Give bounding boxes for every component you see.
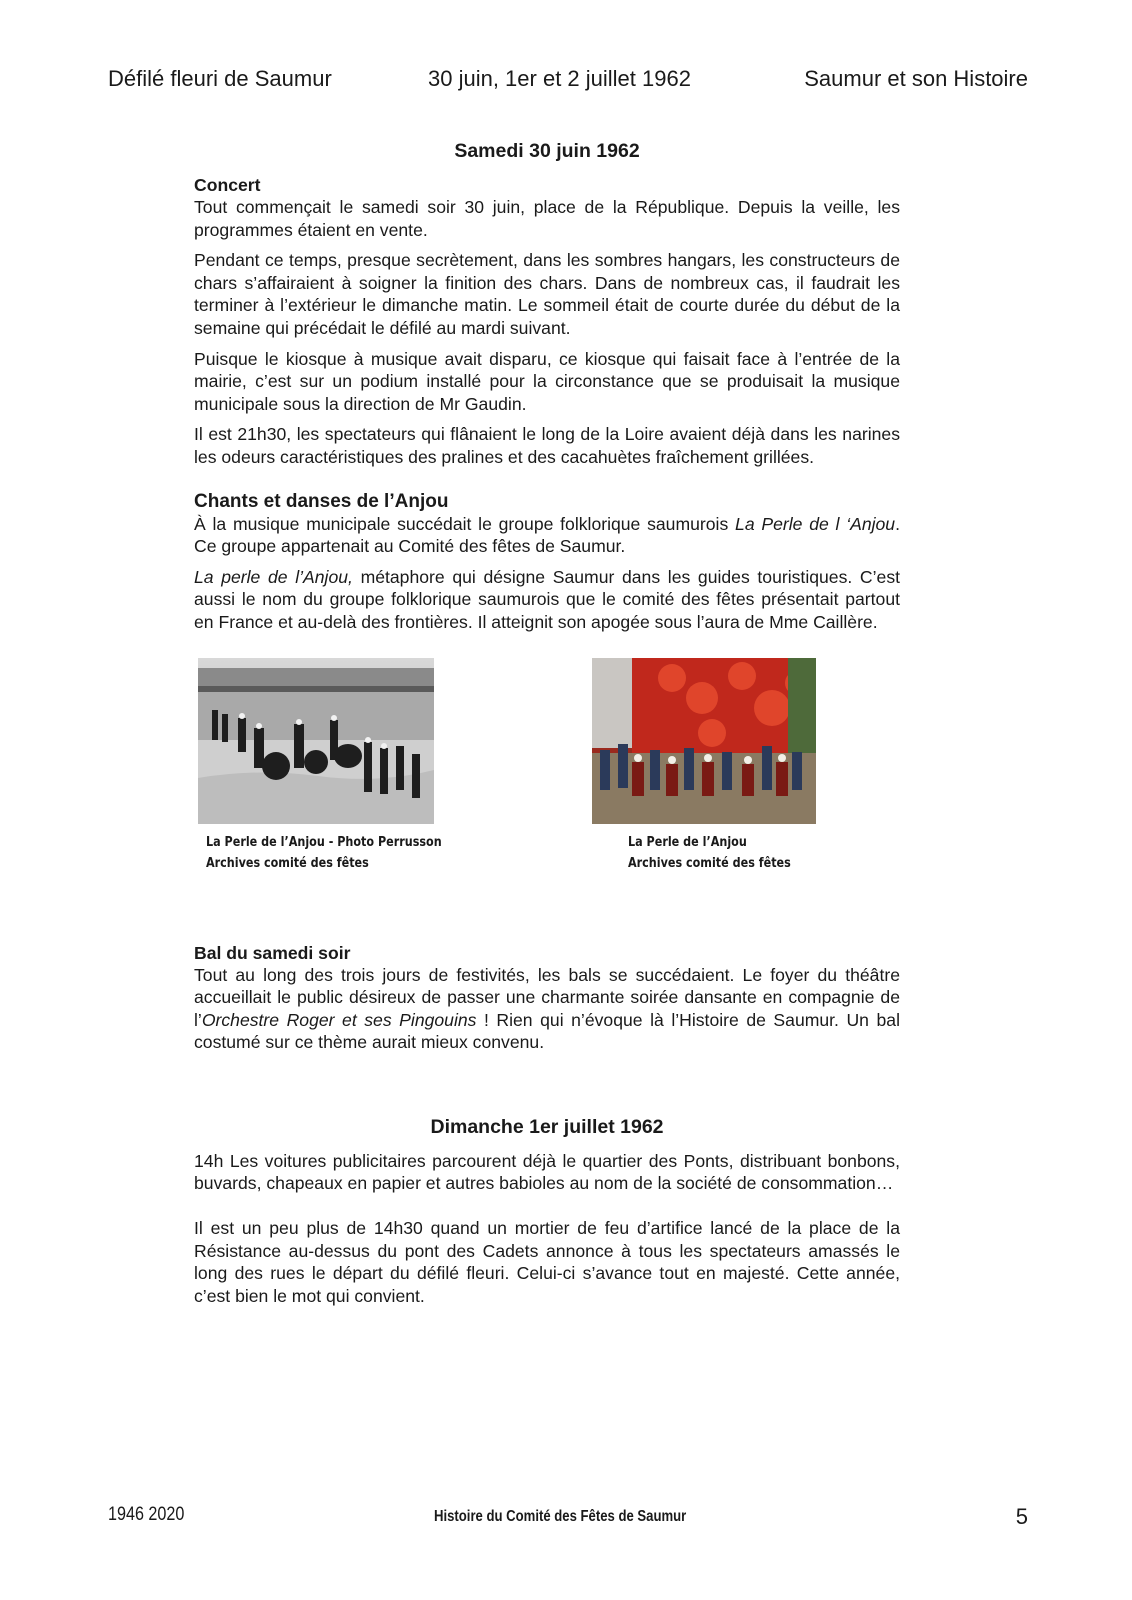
caption-line: Archives comité des fêtes (206, 855, 369, 871)
bal-paragraph (194, 964, 900, 1054)
page-header (108, 66, 1028, 96)
page-number: 5 (1015, 1504, 1028, 1529)
text-run: métaphore qui désigne Saumur dans les guides touristiques. C’est aussi le nom du groupe folklorique saumurois que le comité des fêtes présentait partout en France et au-delà des frontières. Il atteignit son apogée sous l’aura de Mme Caillère. (194, 566, 900, 632)
photo-perle-flowers (592, 658, 817, 874)
text-run: . Ce groupe appartenait au Comité des fêtes de Saumur. (194, 513, 900, 557)
caption-line: La Perle de l’Anjou - Photo Perrusson (206, 834, 442, 850)
header-dates: 30 juin, 1er et 2 juillet 1962 (428, 66, 691, 91)
concert-paragraph-3: Puisque le kiosque à musique avait disparu, ce kiosque qui faisait face à l’entrée de la mairie, c’est sur un podium installé pour la circonstance que se produisait la musique municipale sous la direction de Mr Gaudin. (194, 348, 900, 414)
orchestre-italic: Orchestre Roger et ses Pingouins (201, 1009, 477, 1030)
saturday-title: Samedi 30 juin 1962 (454, 140, 640, 162)
photo-perle-beach (198, 658, 480, 874)
photo-black-white-dancers (198, 658, 434, 824)
chants-paragraph-2 (194, 566, 900, 634)
main-content (194, 138, 900, 1315)
concert-paragraph-1: Tout commençait le samedi soir 30 juin, place de la République. Depuis la veille, les programmes étaient en vente. (194, 197, 900, 240)
sunday-paragraph-2: Il est un peu plus de 14h30 quand un mortier de feu d’artifice lancé de la place de la Résistance au-dessus du pont des Cadets annonce à tous les spectateurs amassés le long des rues le départ du défilé fleuri. Celui-ci s’avance tout en majesté. Cette année, c’est bien le mot qui convient. (194, 1218, 900, 1306)
caption-line: Archives comité des fêtes (628, 855, 791, 871)
chants-heading: Chants et danses de l’Anjou (194, 490, 449, 512)
text-run: Tout au long des trois jours de festivités, les bals se succédaient. Le foyer du théâtre accueillait le public désireux de passer une charmante soirée dansante en compagnie de l’ (194, 964, 900, 1030)
photo-2-caption (628, 832, 791, 874)
perle-italic: La perle de l’Anjou, (194, 566, 353, 587)
header-left-title: Défilé fleuri de Saumur (108, 66, 332, 91)
header-right-title: Saumur et son Histoire (804, 66, 1028, 91)
concert-heading: Concert (194, 175, 261, 195)
footer-title: Histoire du Comité des Fêtes de Saumur (434, 1508, 687, 1525)
text-run: ! Rien qui n’évoque là l’Histoire de Saumur. Un bal costumé sur ce thème aurait mieux convenu. (194, 1009, 900, 1053)
concert-paragraph-2: Pendant ce temps, presque secrètement, dans les sombres hangars, les constructeurs de chars s’affairaient à soigner la finition des chars. Dans de nombreux cas, il faudrait les terminer à l’extérieur le dimanche matin. Le sommeil était de courte durée du début de la semaine qui précédait le défilé au mardi suivant. (194, 250, 900, 338)
chants-paragraph-1 (194, 513, 900, 558)
bal-heading: Bal du samedi soir (194, 942, 351, 963)
sunday-title: Dimanche 1er juillet 1962 (430, 1115, 664, 1138)
perle-italic: La Perle de l ‘Anjou (735, 513, 896, 534)
sunday-paragraph-1: 14h Les voitures publicitaires parcourent déjà le quartier des Ponts, distribuant bonbons, buvards, chapeaux en papier et autres babioles au nom de la société de consommation… (194, 1150, 900, 1194)
footer-years: 1946 2020 (108, 1504, 185, 1525)
text-run: À la musique municipale succédait le groupe folklorique saumurois (194, 513, 736, 534)
caption-line: La Perle de l’Anjou (628, 834, 747, 850)
photo-row (194, 658, 900, 890)
page-footer (108, 1504, 1028, 1534)
concert-paragraph-4: Il est 21h30, les spectateurs qui flânaient le long de la Loire avaient déjà dans les narines les odeurs caractéristiques des pralines et des cacahuètes fraîchement grillées. (194, 424, 900, 467)
photo-color-dancers (592, 658, 816, 824)
photo-1-caption (206, 832, 442, 874)
